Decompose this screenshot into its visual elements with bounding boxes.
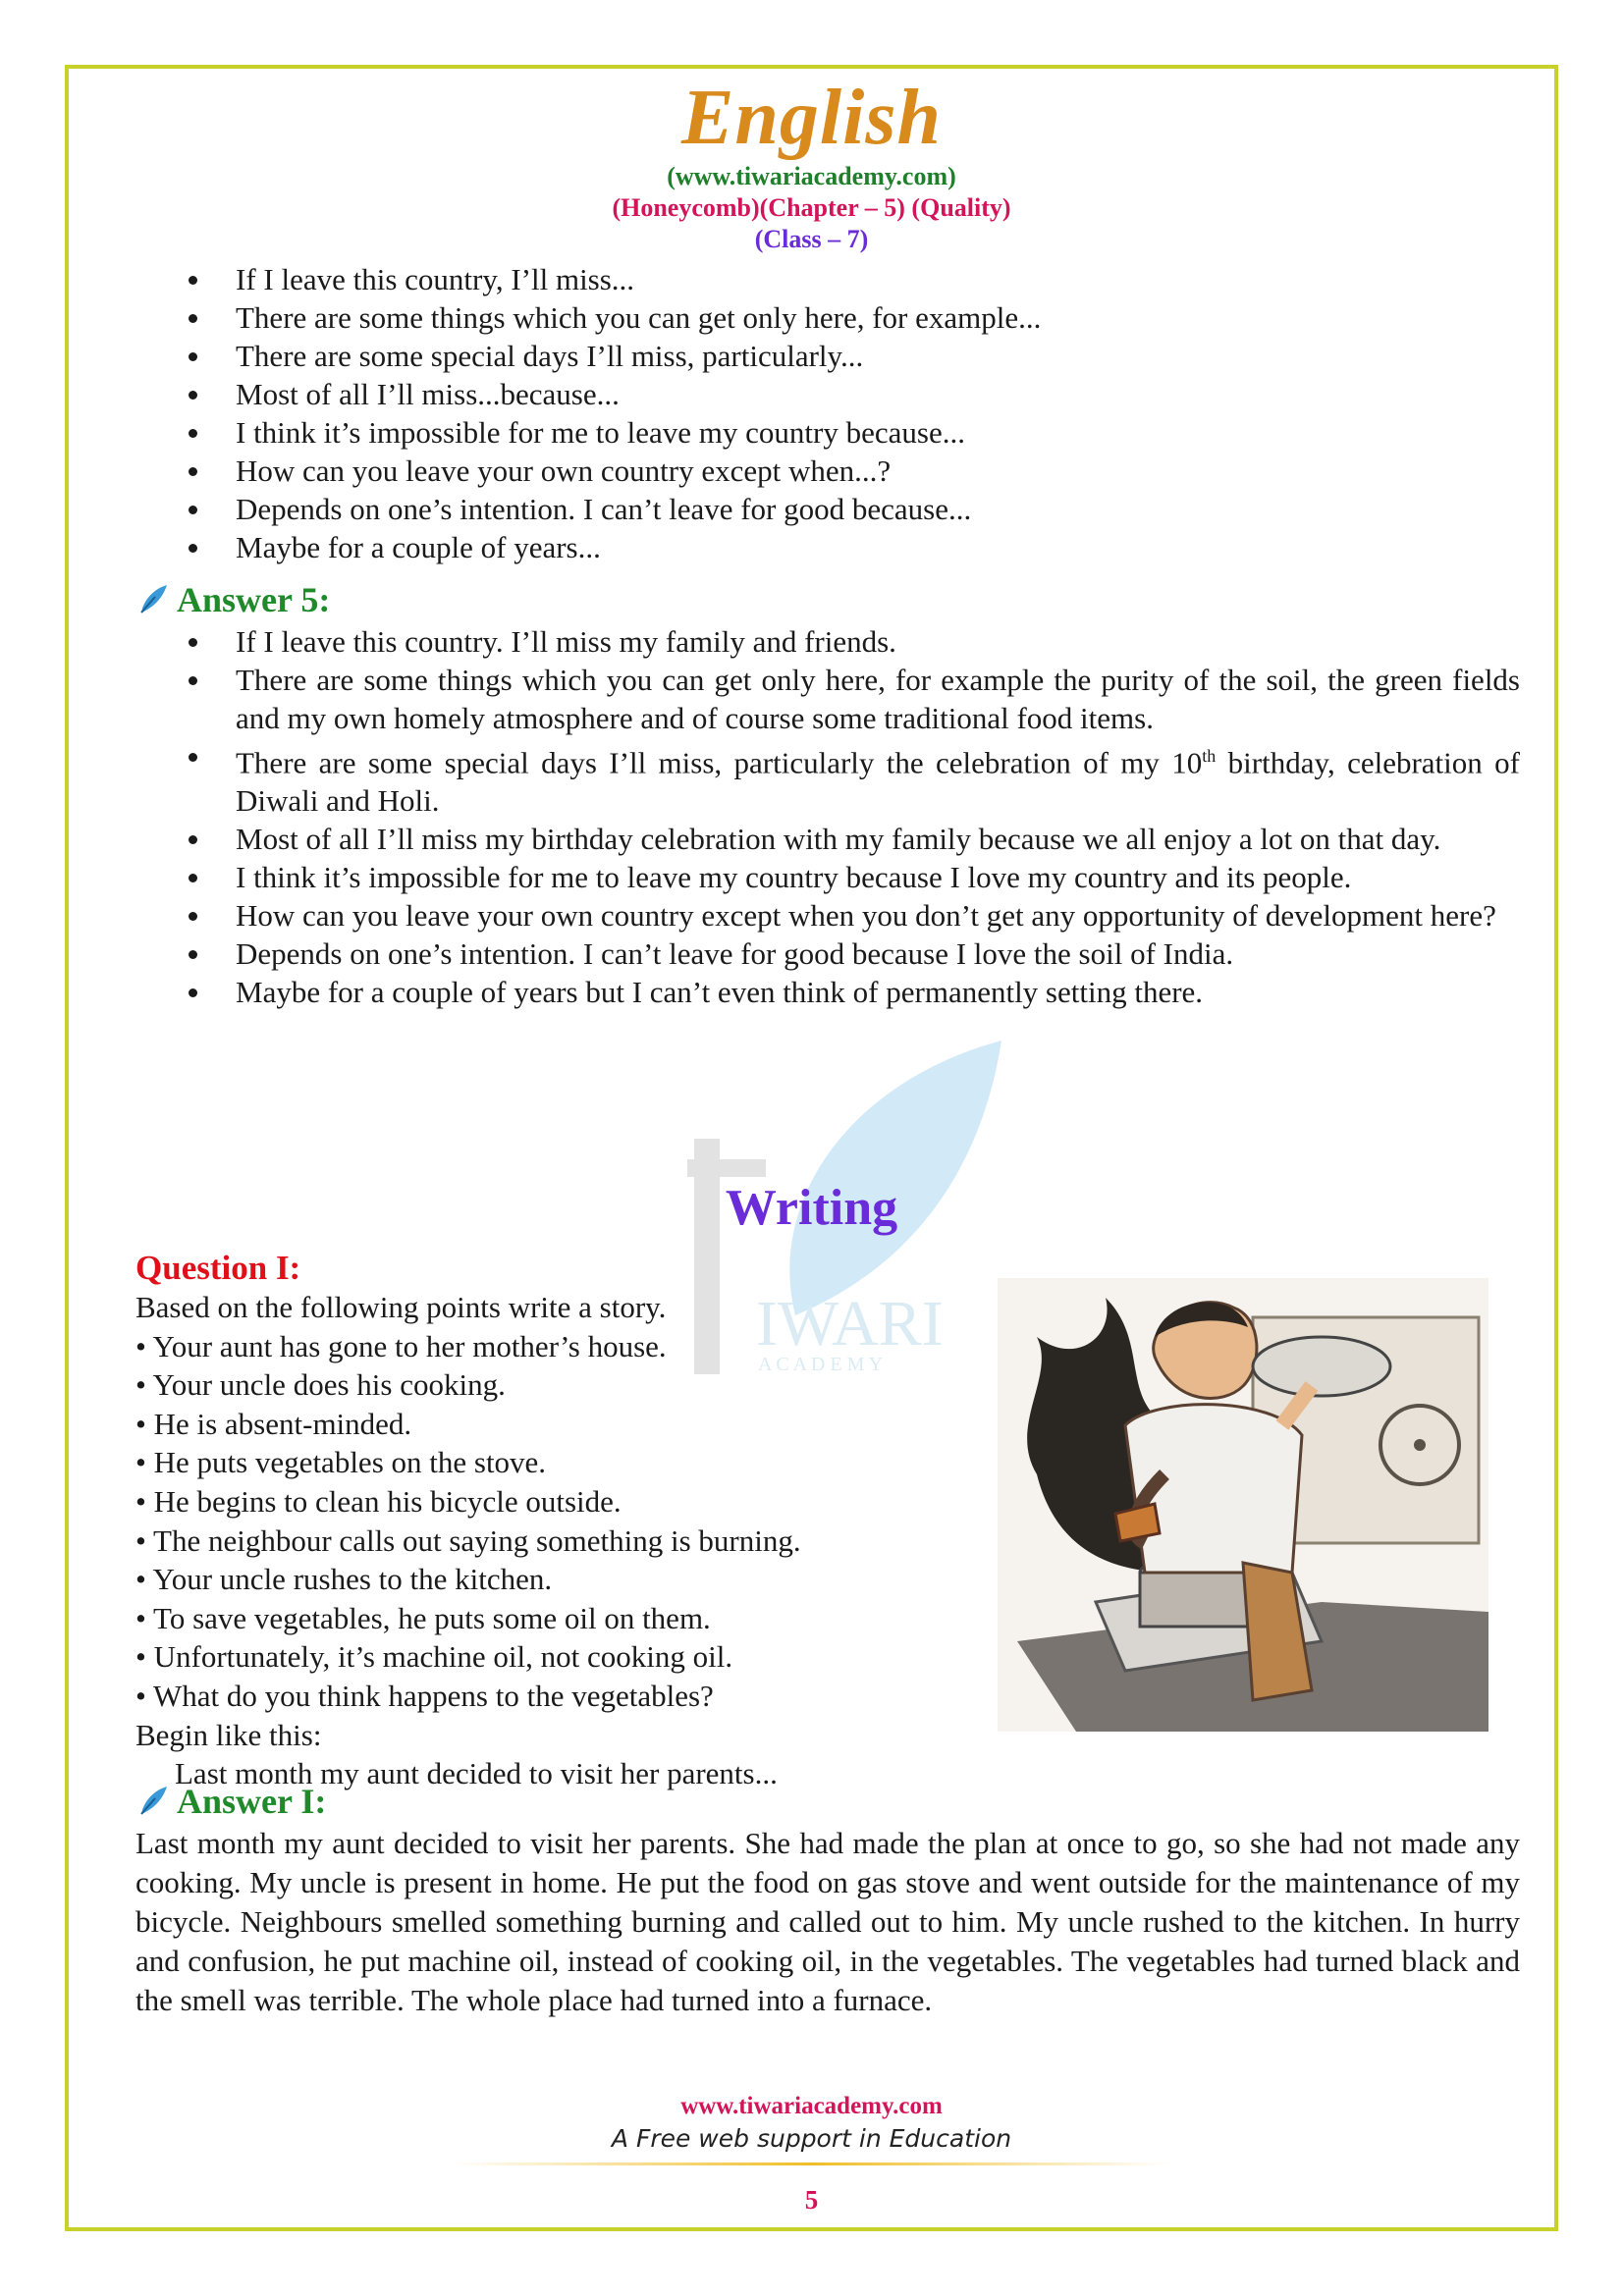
answer5-list <box>135 622 1520 1011</box>
answer5-item: I think it’s impossible for me to leave my country because I love my country and its people. <box>135 858 1520 896</box>
answer5-item-text: birthday, celebration of Diwali and Holi. <box>236 745 1520 819</box>
question-heading: Question I: <box>135 1249 301 1287</box>
book-chapter-line: (Honeycomb)(Chapter – 5) (Quality) <box>612 193 1011 222</box>
page-number: 5 <box>804 2185 819 2215</box>
answer-i-heading-text: Answer I: <box>177 1781 327 1821</box>
prompt-list-section <box>135 260 1520 566</box>
prompt-item: If I leave this country, I’ll miss... <box>135 260 1520 298</box>
question-line: • The neighbour calls out saying something is burning. <box>135 1522 801 1558</box>
answer-i-heading <box>135 1779 1520 1824</box>
question-line: • He puts vegetables on the stove. <box>135 1445 547 1480</box>
question-line: • Your aunt has gone to her mother’s house. <box>135 1328 667 1363</box>
prompt-item: How can you leave your own country except when...? <box>135 452 1520 490</box>
footer-url[interactable]: www.tiwariacademy.com <box>680 2093 943 2119</box>
quill-icon <box>135 583 169 616</box>
answer5-item-text: There are some special days I’ll miss, particularly the celebration of my 10 <box>236 745 1203 780</box>
answer5-item: How can you leave your own country except when you don’t get any opportunity of development here? <box>135 896 1520 934</box>
answer5-item: Depends on one’s intention. I can’t leave for good because I love the soil of India. <box>135 934 1520 973</box>
prompt-item: Depends on one’s intention. I can’t leave for good because... <box>135 490 1520 528</box>
question-line: • To save vegetables, he puts some oil on them. <box>135 1600 711 1635</box>
prompt-item: I think it’s impossible for me to leave my country because... <box>135 413 1520 452</box>
answer5-heading <box>135 577 1520 622</box>
prompt-item: There are some things which you can get only here, for example... <box>135 298 1520 337</box>
website-line: (www.tiwariacademy.com) <box>667 162 956 190</box>
prompt-item: Maybe for a couple of years... <box>135 528 1520 566</box>
answer5-item <box>135 737 1520 820</box>
answer5-item: Maybe for a couple of years but I can’t even think of permanently setting there. <box>135 973 1520 1011</box>
question-line: • Unfortunately, it’s machine oil, not cooking oil. <box>135 1639 733 1675</box>
answer5-item: If I leave this country. I’ll miss my family and friends. <box>135 622 1520 661</box>
answer-i-text: Last month my aunt decided to visit her parents. She had made the plan at once to go, so she had not made any cooking. My uncle is present in home. He put the food on gas stove and went outside for the maintenance of my bicycle. Neighbours smelled something burning and called out to him. My uncle rushed to the kitchen. In hurry and confusion, he put machine oil, instead of cooking oil, in the vegetables. The vegetables had turned black and the smell was terrible. The whole place had turned into a furnace. <box>135 1826 1520 2017</box>
class-line: (Class – 7) <box>754 225 869 253</box>
question-line: • He is absent-minded. <box>135 1406 412 1441</box>
question-lines <box>135 1288 1000 1754</box>
question-line: • He begins to clean his bicycle outside. <box>135 1483 622 1519</box>
footer-divider <box>452 2163 1171 2165</box>
watermark-word: IWARI <box>756 1288 944 1360</box>
answer-i-section <box>135 1779 1520 2020</box>
question-line: • Your uncle rushes to the kitchen. <box>135 1562 553 1597</box>
answer5-item: Most of all I’ll miss my birthday celebration with my family because we all enjoy a lot on that day. <box>135 820 1520 858</box>
writing-title: Writing <box>725 1180 898 1236</box>
prompt-item: Most of all I’ll miss...because... <box>135 375 1520 413</box>
begin-line: Last month my aunt decided to visit her parents... <box>175 1756 778 1791</box>
watermark-sub: A C A D E M Y <box>758 1354 884 1374</box>
question-line: Based on the following points write a story. <box>135 1290 667 1324</box>
question-section <box>135 1249 1000 1793</box>
prompt-list <box>135 260 1520 566</box>
answer5-section <box>135 577 1520 1011</box>
ordinal-suffix: th <box>1202 746 1217 766</box>
subject-title: English <box>681 75 942 161</box>
footer-tagline: A Free web support in Education <box>611 2124 1012 2153</box>
answer5-heading-text: Answer 5: <box>177 579 331 619</box>
cooking-illustration <box>998 1278 1488 1732</box>
question-line: Begin like this: <box>135 1717 322 1752</box>
quill-icon <box>135 1785 169 1818</box>
answer5-item: There are some things which you can get only here, for example the purity of the soil, the green fields and my own homely atmosphere and of course some traditional food items. <box>135 661 1520 737</box>
question-line: • What do you think happens to the vegetables? <box>135 1678 714 1713</box>
question-line: • Your uncle does his cooking. <box>135 1367 506 1403</box>
page-header <box>0 75 1623 255</box>
prompt-item: There are some special days I’ll miss, particularly... <box>135 337 1520 375</box>
